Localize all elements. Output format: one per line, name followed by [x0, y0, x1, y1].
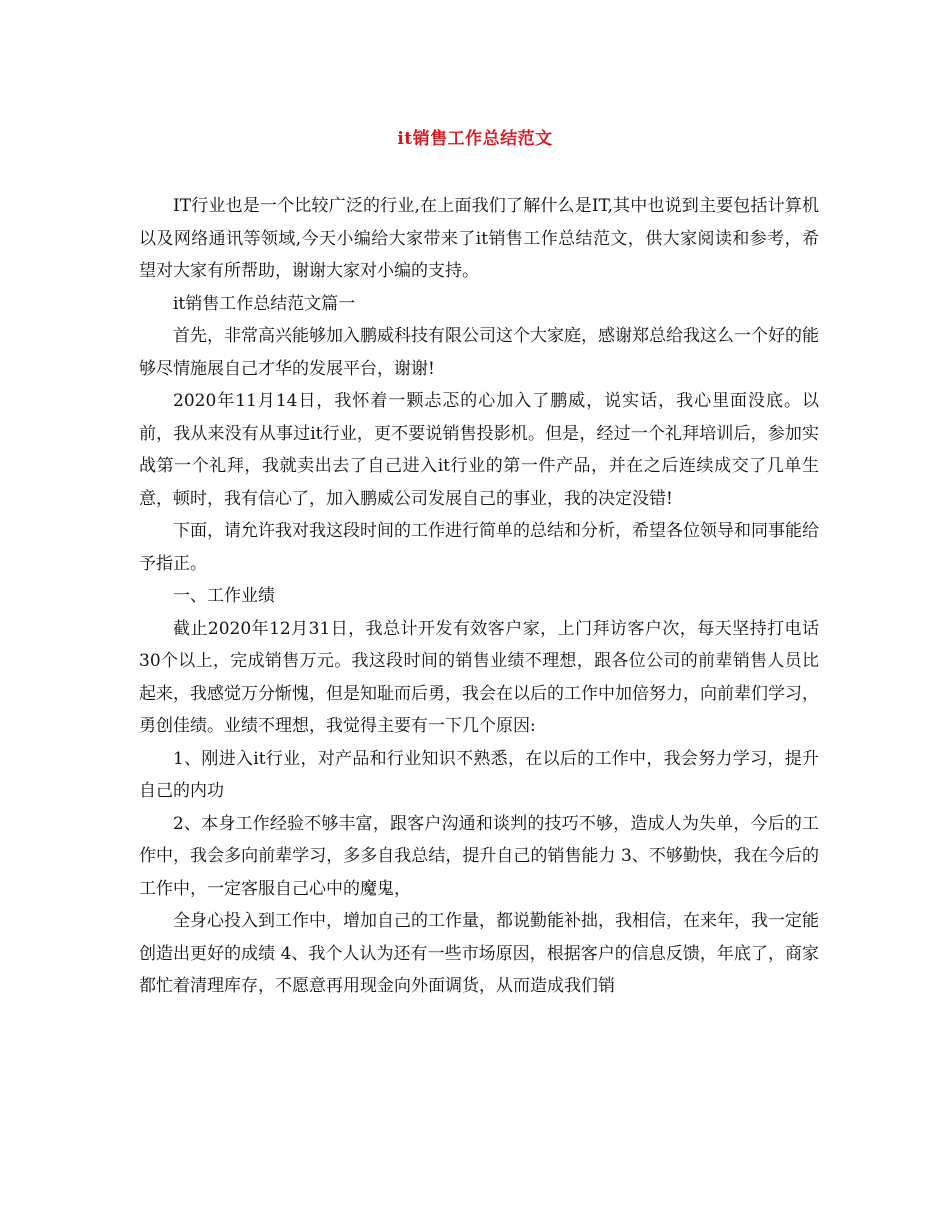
paragraph-joining: 2020年11月14日，我怀着一颗忐忑的心加入了鹏威，说实话，我心里面没底。以前，我从来没有从事过it行业，更不要说销售投影机。但是，经过一个礼拜培训后，参加实战第一个礼拜，我就卖出去了自己进入it行业的第一件产品，并在之后连续成交了几单生意，顿时，我有信心了，加入鹏威公司发展自己的事业，我的决定没错! [139, 391, 819, 509]
paragraph-intro: IT行业也是一个比较广泛的行业,在上面我们了解什么是IT,其中也说到主要包括计算机以及网络通讯等领域,今天小编给大家带来了it销售工作总结范文，供大家阅读和参考，希望对大家有所帮助，谢谢大家对小编的支持。 [139, 196, 819, 281]
paragraph-summary-request: 下面，请允许我对我这段时间的工作进行简单的总结和分析，希望各位领导和同事能给予指正。 [139, 521, 819, 574]
paragraph-reason-1: 1、刚进入it行业，对产品和行业知识不熟悉，在以后的工作中，我会努力学习，提升自己的内功 [139, 748, 819, 801]
document-title: it销售工作总结范文 [397, 129, 553, 149]
paragraph-reason-2-3: 2、本身工作经验不够丰富，跟客户沟通和谈判的技巧不够，造成人为失单，今后的工作中，我会多向前辈学习，多多自我总结，提升自己的销售能力 3、不够勤快，我在今后的工作中，一定客服自己心中的魔鬼， [139, 813, 819, 899]
paragraph-thanks: 首先，非常高兴能够加入鹏威科技有限公司这个大家庭，感谢郑总给我这么一个好的能够尽情施展自己才华的发展平台，谢谢! [139, 326, 819, 379]
paragraph-performance: 截止2020年12月31日，我总计开发有效客户家，上门拜访客户次，每天坚持打电话 30个以上，完成销售万元。我这段时间的销售业绩不理想，跟各位公司的前辈销售人员比起来，我感觉万分惭愧，但是知耻而后勇，我会在以后的工作中加倍努力，向前辈们学习，勇创佳绩。业绩不理想，我觉得主要有一下几个原因: [139, 618, 819, 736]
section-heading-performance: 一、工作业绩 [173, 586, 275, 606]
document-body [139, 190, 819, 1003]
paragraph-reason-4: 全身心投入到工作中，增加自己的工作量，都说勤能补拙，我相信，在来年，我一定能创造出更好的成绩 4、我个人认为还有一些市场原因，根据客户的信息反馈，年底了，商家都忙着清理库存，不愿意再用现金向外面调货，从而造成我们销 [139, 911, 819, 996]
section-heading-article-one: it销售工作总结范文篇一 [173, 293, 356, 314]
